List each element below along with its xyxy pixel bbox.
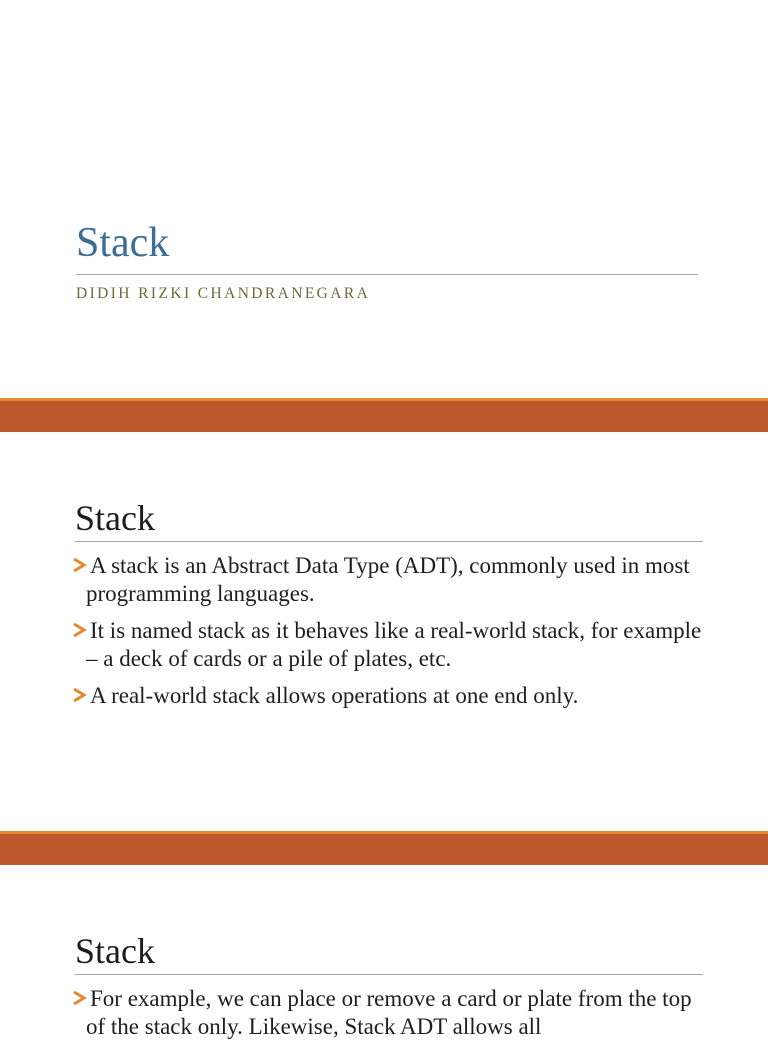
slide-separator-band (0, 398, 768, 432)
bullet-arrow-icon (71, 555, 89, 575)
heading-divider (75, 541, 703, 542)
list-item (71, 552, 711, 608)
slide-heading: Stack (75, 498, 155, 538)
slide-subtitle: DIDIH RIZKI CHANDRANEGARA (76, 285, 371, 302)
heading-divider (75, 974, 703, 975)
slide-separator-band (0, 831, 768, 865)
bullet-arrow-icon (71, 988, 89, 1008)
bullet-text: It is named stack as it behaves like a real-world stack, for example – a deck of cards or a pile of plates, etc. (86, 618, 702, 671)
bullet-arrow-icon (71, 685, 89, 705)
content-slide-1 (0, 432, 768, 831)
bullet-text: For example, we can place or remove a card or plate from the top of the stack only. Likewise, Stack ADT allows all (86, 986, 692, 1039)
list-item (71, 682, 711, 710)
bullet-text: A stack is an Abstract Data Type (ADT), commonly used in most programming languages. (86, 553, 690, 606)
bullet-arrow-icon (71, 620, 89, 640)
title-divider (76, 274, 698, 275)
content-slide-2 (0, 865, 768, 1039)
list-item (71, 617, 711, 673)
bullet-list (71, 985, 711, 1050)
slide-title: Stack (76, 220, 170, 266)
title-slide (0, 0, 768, 400)
bullet-list (71, 552, 711, 719)
bullet-text: A real-world stack allows operations at one end only. (90, 683, 579, 708)
list-item (71, 985, 711, 1041)
slide-heading: Stack (75, 931, 155, 971)
